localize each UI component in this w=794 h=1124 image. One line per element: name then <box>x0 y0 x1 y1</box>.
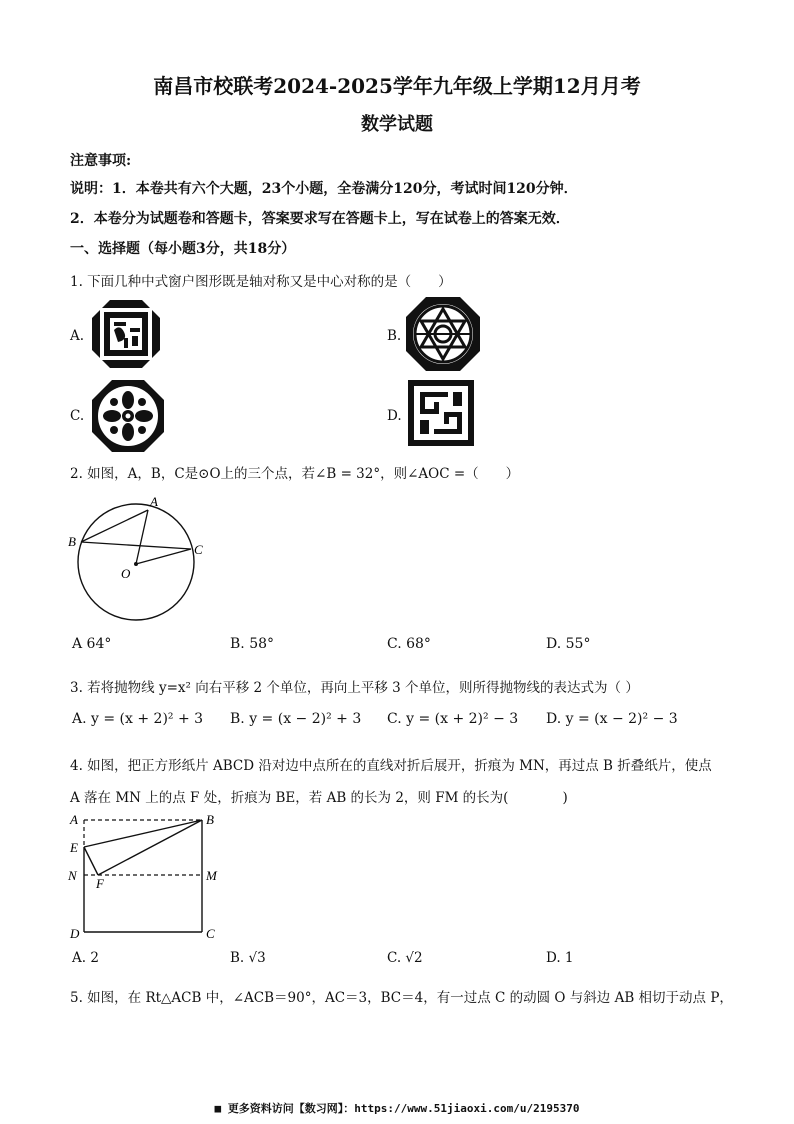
window-pattern-c-icon <box>90 378 166 454</box>
q4-option-d: D. 1 <box>546 950 574 966</box>
segment-bc <box>81 542 191 549</box>
notice-line-1: 说明：1．本卷共有六个大题，23个小题，全卷满分120分，考试时间120分钟． <box>70 181 578 197</box>
notice-line-2: 2．本卷分为试题卷和答题卡，答案要求写在答题卡上，写在试卷上的答案无效． <box>70 211 570 227</box>
q1-option-d-label: D. <box>387 408 402 424</box>
q4-stem-line-2: A 落在 MN 上的点 F 处，折痕为 BE，若 AB 的长为 2，则 FM 的长为( ) <box>70 790 568 806</box>
q2-option-a: A 64° <box>72 636 112 652</box>
q4-option-c: C. √2 <box>387 950 423 966</box>
point-label-d: D <box>70 926 80 941</box>
q3-option-c: C. y = (x + 2)² − 3 <box>387 711 519 727</box>
q4-option-a: A. 2 <box>72 950 99 966</box>
q3-option-b: B. y = (x − 2)² + 3 <box>230 711 362 727</box>
q5-stem: 5. 如图，在 Rt△ACB 中，∠ACB＝90°，AC＝3，BC＝4，有一过点 C 的动圆 O 与斜边 AB 相切于动点 P， <box>70 990 733 1006</box>
point-label-o: O <box>121 566 131 581</box>
segment-ef <box>84 847 98 875</box>
q2-circle-figure <box>66 492 216 627</box>
point-label-b: B <box>206 812 214 827</box>
q2-stem: 2. 如图，A，B，C是⊙O上的三个点，若∠B = 32°，则∠AOC =（ ） <box>70 466 520 482</box>
point-label-a: A <box>70 812 78 827</box>
window-pattern-b-icon <box>404 295 482 373</box>
q4-option-b: B. √3 <box>230 950 266 966</box>
q3-option-d: D. y = (x − 2)² − 3 <box>546 711 678 727</box>
q1-stem: 1. 下面几种中式窗户图形既是轴对称又是中心对称的是（ ） <box>70 274 452 290</box>
segment-fb <box>98 820 202 875</box>
section-heading-choice: 一、选择题（每小题3分，共18分） <box>70 241 296 257</box>
segment-ao <box>136 510 148 564</box>
q2-option-c: C. 68° <box>387 636 431 652</box>
q4-stem-line-1: 4. 如图，把正方形纸片 ABCD 沿对边中点所在的直线对折后展开，折痕为 MN，再过点 B 折叠纸片，使点 <box>70 758 712 774</box>
point-label-m: M <box>206 868 217 883</box>
point-label-a: A <box>150 494 158 509</box>
point-label-e: E <box>70 840 78 855</box>
exam-subtitle: 数学试题 <box>361 114 433 135</box>
footer-link[interactable]: ■ 更多资料访问【数习网】：https://www.51jiaoxi.com/u/2195370 <box>214 1102 580 1115</box>
q3-stem: 3. 若将抛物线 y=x² 向右平移 2 个单位，再向上平移 3 个单位，则所得抛物线的表达式为（ ） <box>70 680 639 696</box>
q4-square-figure <box>66 810 226 945</box>
q3-option-a: A. y = (x + 2)² + 3 <box>72 711 204 727</box>
q2-option-d: D. 55° <box>546 636 591 652</box>
point-label-f: F <box>96 876 104 891</box>
q2-option-b: B. 58° <box>230 636 275 652</box>
point-label-c: C <box>194 542 203 557</box>
center-point-o <box>134 562 138 566</box>
window-pattern-d-icon <box>408 380 474 446</box>
q1-option-a-label: A. <box>70 328 85 344</box>
notice-heading: 注意事项: <box>70 153 132 169</box>
segment-oc <box>136 549 191 564</box>
point-label-b: B <box>68 534 76 549</box>
point-label-n: N <box>68 868 77 883</box>
point-label-c: C <box>206 926 215 941</box>
segment-eb <box>84 820 202 847</box>
window-pattern-a-icon <box>90 298 162 370</box>
q1-option-b-label: B. <box>387 328 402 344</box>
exam-title: 南昌市校联考2024-2025学年九年级上学期12月月考 <box>153 74 641 98</box>
q1-option-c-label: C. <box>70 408 85 424</box>
